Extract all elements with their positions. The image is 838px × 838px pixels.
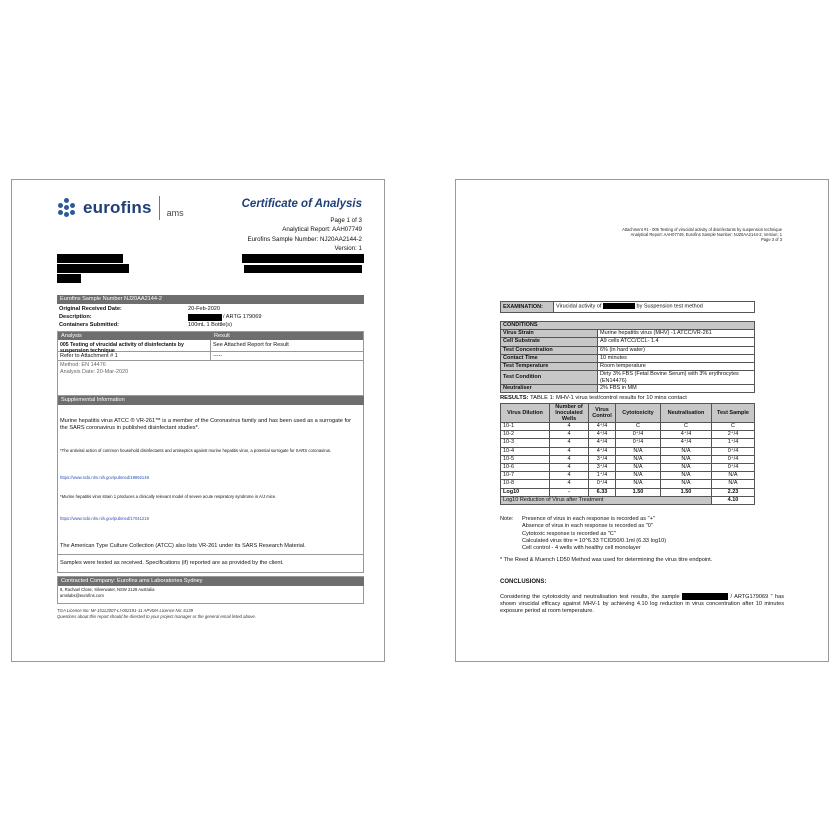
condition-value: 2% FBS in MM [598,385,755,393]
results-cell: 10-5 [501,455,550,463]
condition-label: Test Condition [501,371,598,385]
results-cell: 4 [550,455,589,463]
results-cell: 10-3 [501,439,550,447]
logo-divider [159,196,160,220]
results-header: Number of Inoculated Wells [550,404,589,423]
note-lines [522,516,772,552]
conclusions-title: CONCLUSIONS: [500,579,547,585]
conditions-table [500,321,755,393]
analysis-name: 005 Testing of virucidal activity of disinfectants by suspension technique [60,342,184,355]
results-cell: 4⁺/4 [589,439,616,447]
results-title-bold: RESULTS: [500,395,529,401]
note-line: Cell control - 4 wells with healthy cell monolayer [522,545,641,552]
redaction [57,254,123,263]
results-cell: N/A [661,463,712,471]
analysis-date: Analysis Date: 20-Mar-2020 [60,369,129,375]
attachment-page [455,179,829,662]
condition-value: A9 cells ATCC/CCL- 1.4 [598,338,755,346]
reference-1: *The antiviral action of common household disinfectants and antiseptics against murine hepatitis virus, a potential surrogate for SARS coronavirus. [60,448,332,453]
results-cell: 1⁺/4 [712,439,755,447]
supplemental-paragraph: Murine hepatitis virus ATCC ® VR-261™ is a member of the Coronavirus family and has been used as a surrogate for the SARS coronavirus in published disinfectant studies*. [60,418,351,432]
refer-attachment: Refer to Attachment # 1 [60,353,118,359]
results-cell: 4 [550,480,589,488]
page-title: Certificate of Analysis [241,198,362,210]
condition-label: Virus Strain [501,330,598,338]
results-cell: N/A [616,463,661,471]
contract-header: Contracted Company: Eurofins ams Laboratories Sydney [58,577,364,586]
attachment-header [622,227,782,243]
results-cell: 10-1 [501,423,550,431]
page-number: Page 1 of 3 [330,217,362,224]
redaction [603,303,635,309]
reference-link-2[interactable]: https://www.ncbi.nlm.nih.gov/pubmed/17041219 [60,516,149,521]
condition-value: 6% (in hard water) [598,346,755,354]
row-divider [58,554,364,555]
results-cell: C [661,423,712,431]
footer [57,608,256,620]
log-cell: - [550,488,589,496]
results-header: Virus Dilution [501,404,550,423]
results-cell: 10-4 [501,447,550,455]
results-cell: N/A [661,447,712,455]
examination-table [500,301,755,313]
results-cell: 4 [550,463,589,471]
results-header: Test Sample [712,404,755,423]
results-cell: 0⁺/4 [712,447,755,455]
results-cell: 0⁺/4 [712,455,755,463]
condition-value: Room temperature [598,362,755,370]
results-cell: 0⁺/4 [589,480,616,488]
method: Method: EN 14476 [60,362,106,368]
results-row [501,463,755,471]
version: Version: 1 [334,245,362,253]
log-cell: 6.33 [589,488,616,496]
examination-pre: Virucidal activity of [556,303,602,310]
results-cell: 4⁺/4 [589,447,616,455]
eurofins-logo-icon [57,198,77,218]
supplemental-box [57,395,364,573]
results-cell: N/A [712,472,755,480]
field-label: Original Received Date: [59,306,122,312]
results-row [501,472,755,480]
examination-label: EXAMINATION: [501,302,554,313]
field-label: Containers Submitted: [59,322,119,328]
results-cell: N/A [661,455,712,463]
certificate-page [11,179,385,662]
results-title [500,395,687,401]
reed-note: * The Reed & Muench LD50 Method was used for determining the virus titre endpoint. [500,557,713,564]
results-cell: N/A [661,480,712,488]
results-header: Neutralisation [661,404,712,423]
condition-label: Test Temperature [501,362,598,370]
log-row [501,488,755,496]
row-divider [58,360,364,361]
redaction [188,314,222,321]
results-cell: 4⁺/4 [589,431,616,439]
reduction-label: Log10 Reduction of Virus after Treatment [501,496,712,504]
results-cell: 3⁺/4 [589,463,616,471]
sample-number-bar: Eurofins Sample Number NJ20AA2144-2 [57,295,364,304]
results-cell: 4⁺/4 [661,439,712,447]
results-cell: 4 [550,431,589,439]
field-value: 100mL 1 Bottle(s) [188,322,232,328]
results-cell: 4 [550,439,589,447]
analysis-table [57,331,364,396]
report-meta [247,216,362,254]
results-cell: 10-7 [501,472,550,480]
supplemental-header: Supplemental Information [58,396,364,405]
log-cell: 1.50 [661,488,712,496]
results-row [501,431,755,439]
analysis-result: See Attached Report for Result [213,342,289,348]
licence: TGA Licence No: MI-15112007-LI-002191-11 APVMA Licence No: 6139 [57,608,193,613]
results-cell: N/A [712,480,755,488]
results-cell: N/A [616,455,661,463]
eurofins-logo [57,196,184,220]
analysis-header: Analysis [61,333,82,339]
log-cell: 1.50 [616,488,661,496]
field-value: 20-Feb-2020 [188,306,221,312]
attachment-page-number: Page 3 of 3 [761,237,782,243]
atcc-note: The American Type Culture Collection (ATCC) also lists VR-261 under its SARS Research Material. [60,543,306,549]
attachment-line: Attachment #1 - 005 Testing of virucidal activity of disinfectants by suspension technique [622,227,782,232]
results-cell: 4 [550,472,589,480]
reference-link-1[interactable]: https://www.ncbi.nlm.nih.gov/pubmed/19892148 [60,475,149,480]
redaction [57,274,81,283]
results-cell: 4 [550,447,589,455]
results-row [501,447,755,455]
results-title-text: TABLE 1: MHV-1 virus test/control results for 10 mins contact [528,395,687,401]
questions: Questions about this report should be directed to your project manager or the general email listed above. [57,614,256,619]
result-header: Result [214,333,230,339]
results-cell: C [712,423,755,431]
condition-value: Dirty 3% FBS (Fetal Bovine Serum) with 3% erythrocytes (EN14476) [598,371,755,385]
results-row [501,455,755,463]
results-cell: 1⁺/4 [589,472,616,480]
analytical-report: Analytical Report: AAH07749 [282,226,362,234]
condition-label: Cell Substrate [501,338,598,346]
conclusion-post: / ARTG179069 " has shown virucidal efficacy against MHV-1 by achieving 4.10 log reduction in virus concentration after 10 minutes exposure period at room temperature. [500,593,785,615]
reduction-row [501,496,755,504]
reference-2: *Murine hepatitis virus strain 1 produces a clinically relevant model of severe acute respiratory syndrome in A/J mice. [60,494,277,499]
results-cell: N/A [616,447,661,455]
results-cell: 0⁺/4 [616,431,661,439]
redaction [682,593,728,600]
results-cell: 4 [550,423,589,431]
note-line: Absence of virus in each response is recorded as "0" [522,523,653,530]
lab-address: 8, Rachael Close, Silverwater, NSW 2128 Australia [60,587,155,592]
examination-post: by Suspension test method [636,303,703,310]
results-cell: N/A [616,472,661,480]
analysis-table-header [58,332,363,340]
results-cell: N/A [661,472,712,480]
refer-result: ----- [213,353,223,359]
sample-number: Eurofins Sample Number: NJ20AA2144-2 [247,235,362,243]
results-cell: 4⁺/4 [661,431,712,439]
column-divider [210,351,211,360]
field-value: / ARTG 179069 [223,314,262,320]
contract-box [57,576,364,604]
notes [500,516,772,565]
brand-sub: ams [166,208,184,218]
results-header: Cytotoxicity [616,404,661,423]
results-row [501,439,755,447]
examination-value [554,302,755,313]
lab-email: amslabs@eurofins.com [60,593,104,598]
condition-label: Contact Time [501,354,598,362]
note-line: Presence of virus in each response is recorded as "+" [522,516,655,522]
conclusion-pre: Considering the cytotoxicity and neutralisation test results, the sample [500,593,680,600]
samples-note: Samples were tested as received. Specifications (if) reported are as provided by the client. [60,560,284,566]
conclusion-text [500,593,784,616]
results-table [500,403,755,505]
results-cell: 0⁺/4 [616,439,661,447]
conditions-header: CONDITIONS [501,322,755,330]
results-cell: C [616,423,661,431]
note-line: Calculated virus titre = 10^6.33 TCID50/0.1ml (6.33 log10) [522,537,667,544]
field-label: Description: [59,314,92,320]
condition-label: Test Concentration [501,346,598,354]
results-cell: 10-8 [501,480,550,488]
condition-value: 10 minutes [598,354,755,362]
results-row [501,423,755,431]
results-cell: 2⁺/4 [712,431,755,439]
results-cell: N/A [616,480,661,488]
results-cell: 0⁺/4 [712,463,755,471]
log-cell: 2.23 [712,488,755,496]
note-line: Cytotoxic response is recorded as "C" [522,530,616,537]
redaction [242,254,364,263]
brand-name: eurofins [83,198,152,217]
results-cell: 10-6 [501,463,550,471]
results-cell: 4⁺/4 [589,423,616,431]
attachment-line: Analytical Report: AAH07749, Eurofins Sample Number: NJ20AA2144-2, Version: 1 [630,232,782,238]
reduction-value: 4.10 [712,496,755,504]
condition-value: Murine hepatitis virus (MHV) -1 ATCC/VR-261 [598,330,755,338]
results-header: Virus Control [589,404,616,423]
note-label: Note: [500,516,514,522]
results-header-row [501,404,755,423]
condition-label: Neutraliser [501,385,598,393]
log-cell: Log10 [501,488,550,496]
redaction [57,264,129,273]
results-cell: 3⁺/4 [589,455,616,463]
results-cell: 10-2 [501,431,550,439]
redaction [244,265,362,273]
results-row [501,480,755,488]
